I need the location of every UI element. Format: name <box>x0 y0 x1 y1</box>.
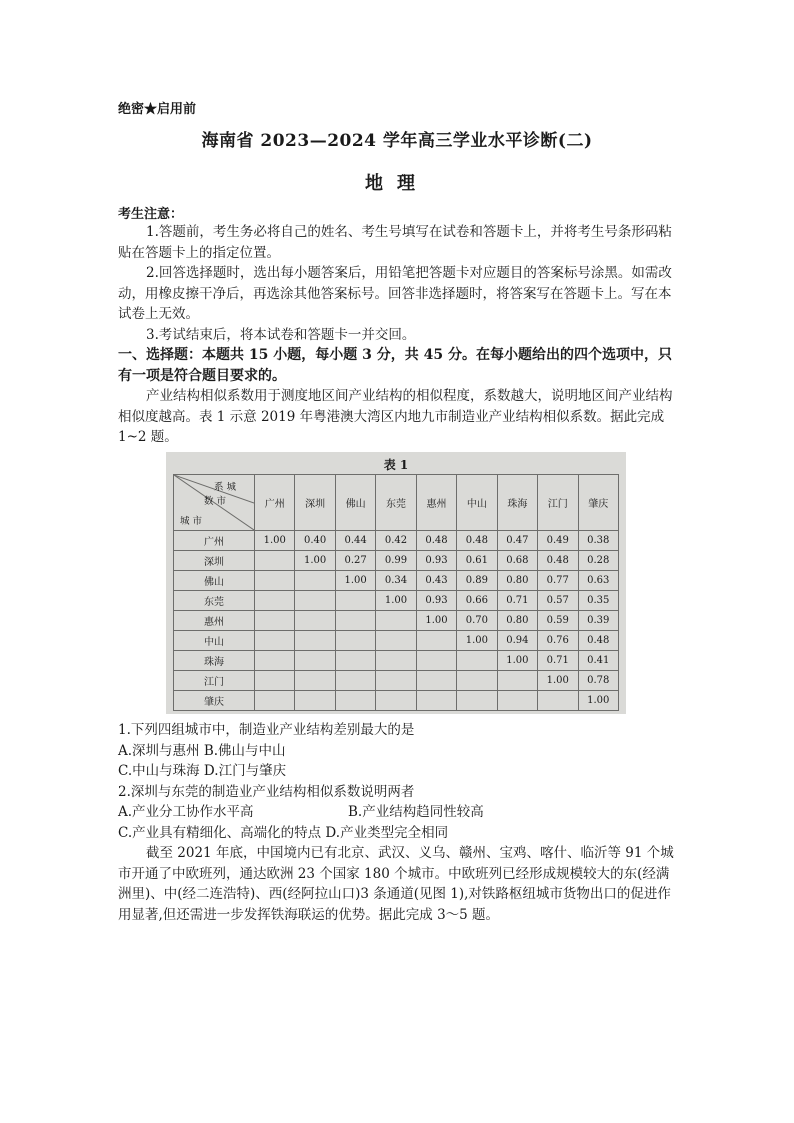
table-cell <box>255 691 295 711</box>
col-header: 惠州 <box>416 475 456 531</box>
table-cell <box>255 651 295 671</box>
table-cell <box>376 631 416 651</box>
col-header: 珠海 <box>497 475 537 531</box>
table-cell <box>335 631 375 651</box>
table-cell: 0.28 <box>578 551 619 571</box>
table-cell: 0.80 <box>497 571 537 591</box>
table-cell: 0.44 <box>335 531 375 551</box>
row-header: 东莞 <box>174 591 255 611</box>
table-row <box>174 671 619 691</box>
q1-options-line-1: A.深圳与惠州 B.佛山与中山 <box>118 742 286 759</box>
corner-label-top: 系 城 <box>214 482 237 493</box>
table-cell: 0.94 <box>497 631 537 651</box>
table-cell <box>376 671 416 691</box>
table-cell <box>416 631 456 651</box>
table-cell <box>255 551 295 571</box>
table-cell <box>335 691 375 711</box>
q2-option-b: B.产业结构趋同性较高 <box>348 804 484 820</box>
table-cell: 0.63 <box>578 571 619 591</box>
q1-stem: 1.下列四组城市中，制造业产业结构差别最大的是 <box>118 722 415 738</box>
table-cell: 0.27 <box>335 551 375 571</box>
notice-heading: 考生注意： <box>118 207 184 222</box>
table-cell <box>376 651 416 671</box>
table-cell: 0.93 <box>416 551 456 571</box>
table-cell <box>416 691 456 711</box>
table-cell <box>457 691 497 711</box>
table-cell: 0.68 <box>497 551 537 571</box>
table-cell <box>497 691 537 711</box>
table-cell <box>255 571 295 591</box>
table-cell: 1.00 <box>497 651 537 671</box>
table-cell: 0.76 <box>538 631 578 651</box>
table-cell: 0.99 <box>376 551 416 571</box>
col-header: 中山 <box>457 475 497 531</box>
table-cell <box>335 591 375 611</box>
table-cell: 0.43 <box>416 571 456 591</box>
table-cell <box>457 651 497 671</box>
table-cell <box>335 611 375 631</box>
table-cell <box>255 671 295 691</box>
table-cell: 0.48 <box>416 531 456 551</box>
table-cell <box>295 631 335 651</box>
table-cell <box>295 691 335 711</box>
table-cell: 0.42 <box>376 531 416 551</box>
table-row <box>174 651 619 671</box>
table-header-row <box>174 475 619 531</box>
table-cell <box>335 671 375 691</box>
table-cell <box>538 691 578 711</box>
table-cell: 0.61 <box>457 551 497 571</box>
col-header: 广州 <box>255 475 295 531</box>
table-cell: 0.48 <box>578 631 619 651</box>
table-cell: 0.39 <box>578 611 619 631</box>
table-row <box>174 571 619 591</box>
table-cell: 0.35 <box>578 591 619 611</box>
table-row <box>174 551 619 571</box>
table-cell: 0.70 <box>457 611 497 631</box>
table-row <box>174 631 619 651</box>
table-cell: 0.34 <box>376 571 416 591</box>
table-cell: 0.71 <box>497 591 537 611</box>
table-row <box>174 591 619 611</box>
table-1-figure <box>166 452 626 714</box>
subject-title: 地理 <box>365 173 429 194</box>
table-row <box>174 531 619 551</box>
notice-list <box>118 222 678 345</box>
table-cell: 0.66 <box>457 591 497 611</box>
col-header: 东莞 <box>376 475 416 531</box>
table-cell: 1.00 <box>295 551 335 571</box>
table-cell <box>376 691 416 711</box>
table-cell: 0.71 <box>538 651 578 671</box>
row-header: 惠州 <box>174 611 255 631</box>
q3-5-intro: 截至 2021 年底，中国境内已有北京、武汉、义乌、赣州、宝鸡、喀什、临沂等 91 个城市开通了中欧班列，通达欧洲 23 个国家 180 个城市。中欧班列已经形成规模较大的东(经满洲里)、中(经二连浩特)、西(经阿拉山口)3 条通道(见图 1),对铁路枢纽城市货物出口的促进作用显著,但还需进一步发挥铁海联运的优势。据此完成 3～5 题。 <box>118 845 674 923</box>
table-cell <box>295 651 335 671</box>
table-cell <box>457 671 497 691</box>
table-cell: 1.00 <box>255 531 295 551</box>
table-cell: 1.00 <box>457 631 497 651</box>
table-cell: 0.38 <box>578 531 619 551</box>
table-cell: 0.80 <box>497 611 537 631</box>
table-corner-cell <box>174 475 255 531</box>
notice-item-2: 2.回答选择题时，选出每小题答案后，用铅笔把答题卡对应题目的答案标号涂黑。如需改动，用橡皮擦干净后，再选涂其他答案标号。回答非选择题时，将答案写在答题卡上。写在本试卷上无效。 <box>118 265 672 322</box>
notice-item-3: 3.考试结束后，将本试卷和答题卡一并交回。 <box>146 326 416 343</box>
table-cell: 1.00 <box>578 691 619 711</box>
exam-title: 海南省 2023—2024 学年高三学业水平诊断(二) <box>201 131 593 151</box>
similarity-table <box>173 474 619 711</box>
table-cell <box>497 671 537 691</box>
table-row <box>174 611 619 631</box>
q2-options-line-2: C.产业具有精细化、高端化的特点 D.产业类型完全相同 <box>118 824 449 841</box>
section-1-intro: 产业结构相似系数用于测度地区间产业结构的相似程度，系数越大，说明地区间产业结构相似度越高。表 1 示意 2019 年粤港澳大湾区内地九市制造业产业结构相似系数。据此完成 1~2 题。 <box>118 388 673 445</box>
row-header: 广州 <box>174 531 255 551</box>
table-cell: 1.00 <box>376 591 416 611</box>
col-header: 肇庆 <box>578 475 619 531</box>
table-cell: 0.41 <box>578 651 619 671</box>
row-header: 肇庆 <box>174 691 255 711</box>
col-header: 深圳 <box>295 475 335 531</box>
table-body <box>174 531 619 711</box>
table-cell: 0.49 <box>538 531 578 551</box>
table-cell: 0.93 <box>416 591 456 611</box>
row-header: 深圳 <box>174 551 255 571</box>
q2-option-a: A.产业分工协作水平高 <box>118 804 254 820</box>
section-1 <box>118 345 678 448</box>
table-cell: 0.89 <box>457 571 497 591</box>
table-cell <box>295 611 335 631</box>
table-cell: 0.48 <box>538 551 578 571</box>
table-cell <box>416 671 456 691</box>
table-cell: 0.40 <box>295 531 335 551</box>
table-cell <box>295 671 335 691</box>
row-header: 佛山 <box>174 571 255 591</box>
table-cell: 0.47 <box>497 531 537 551</box>
table-cell <box>255 631 295 651</box>
table-cell: 1.00 <box>538 671 578 691</box>
table-cell <box>255 611 295 631</box>
section-1-heading: 一、选择题：本题共 15 小题，每小题 3 分，共 45 分。在每小题给出的四个选项中，只有一项是符合题目要求的。 <box>118 347 672 384</box>
table-cell <box>295 591 335 611</box>
q1-options-line-2: C.中山与珠海 D.江门与肇庆 <box>118 763 287 779</box>
table-cell: 0.59 <box>538 611 578 631</box>
table-cell: 0.77 <box>538 571 578 591</box>
table-cell <box>295 571 335 591</box>
table-cell: 0.57 <box>538 591 578 611</box>
row-header: 中山 <box>174 631 255 651</box>
col-header: 江门 <box>538 475 578 531</box>
row-header: 江门 <box>174 671 255 691</box>
table-cell <box>335 651 375 671</box>
col-header: 佛山 <box>335 475 375 531</box>
table-cell: 0.48 <box>457 531 497 551</box>
table-1-title: 表 1 <box>383 458 409 472</box>
q2-options-line-1 <box>118 802 678 823</box>
q2-stem: 2.深圳与东莞的制造业产业结构相似系数说明两者 <box>118 783 415 800</box>
table-cell <box>376 611 416 631</box>
table-cell: 0.78 <box>578 671 619 691</box>
table-cell: 1.00 <box>416 611 456 631</box>
notice-item-1: 1.答题前，考生务必将自己的姓名、考生号填写在试卷和答题卡上，并将考生号条形码粘贴在答题卡上的指定位置。 <box>118 224 672 261</box>
corner-label-mid: 数 市 <box>204 496 227 507</box>
table-cell: 1.00 <box>335 571 375 591</box>
confidential-mark: 绝密★启用前 <box>118 102 197 117</box>
table-cell <box>255 591 295 611</box>
question-block <box>118 720 678 925</box>
table-row <box>174 691 619 711</box>
row-header: 珠海 <box>174 651 255 671</box>
corner-label-bottom: 城 市 <box>180 516 203 527</box>
table-cell <box>416 651 456 671</box>
